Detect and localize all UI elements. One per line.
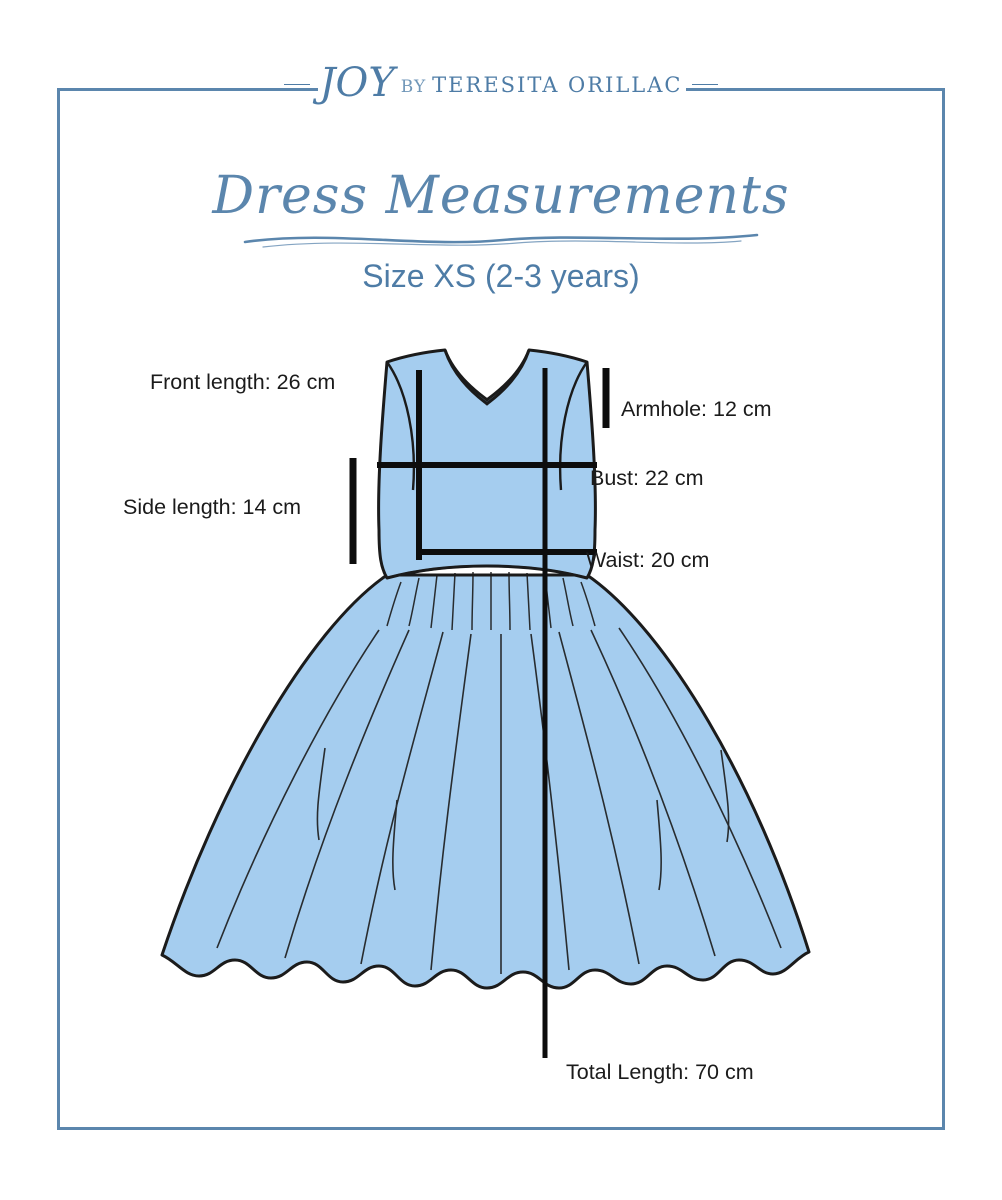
label-side-length: Side length: 14 cm (123, 495, 302, 519)
label-bust: Bust: 22 cm (590, 466, 704, 490)
label-front-length: Front length: 26 cm (150, 370, 336, 394)
brand-designer-name: TERESITA ORILLAC (432, 73, 683, 97)
dress-shape (162, 350, 809, 988)
label-armhole: Armhole: 12 cm (621, 397, 772, 421)
brand-wordmark: JOY (319, 60, 395, 106)
dress-illustration (57, 330, 945, 1120)
dress-diagram (57, 330, 945, 1120)
label-waist: Waist: 20 cm (586, 548, 710, 572)
brand-rule-left-icon (284, 84, 310, 85)
title-swash-icon (241, 228, 761, 250)
brand-by-text: BY (400, 77, 427, 97)
brand-rule-right-icon (692, 84, 718, 85)
page-title: Dress Measurements (212, 166, 790, 226)
label-total-length: Total Length: 70 cm (566, 1060, 754, 1084)
page-subtitle: Size XS (2-3 years) (362, 258, 640, 294)
brand-logo (0, 60, 1002, 106)
